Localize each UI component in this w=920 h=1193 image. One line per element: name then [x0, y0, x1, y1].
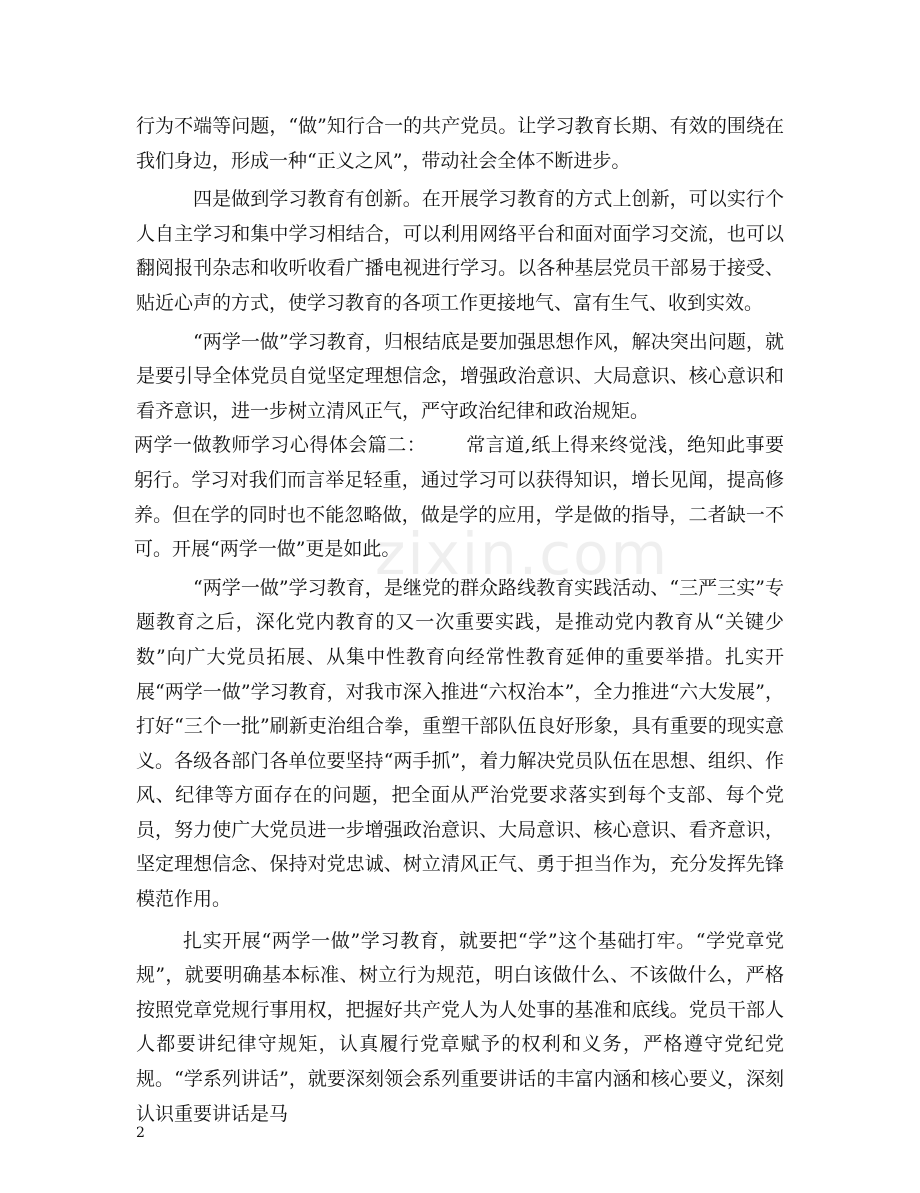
- watermark-text: zixin.com: [375, 520, 670, 588]
- section-title: 两学一做教师学习心得体会篇二：: [134, 434, 427, 457]
- section-intro-text: 常言道,纸上得来终觉浅，绝知此事要躬行。学习对我们而言举足轻重，通过学习可以获得知识，增长见闻，提高修养。但在学的同时也不能忽略做，做是学的应用，学是做的指导，二者缺一不可。开展“两学一做”更是如此。: [134, 434, 784, 561]
- paragraph-3: “两学一做”学习教育，归根结底是要加强思想作风，解决突出问题，就是要引导全体党员自觉坚定理想信念，增强政治意识、大局意识、核心意识和看齐意识，进一步树立清风正气，严守政治纪律和政治规矩。: [136, 330, 784, 422]
- section-heading-paragraph: [134, 428, 784, 566]
- page-number: 2: [136, 1125, 145, 1141]
- paragraph-4: “两学一做”学习教育，是继党的群众路线教育实践活动、“三严三实”专题教育之后，深化党内教育的又一次重要实践，是推动党内教育从“关键少数”向广大党员拓展、从集中性教育向经常性教育延伸的重要举措。扎实开展“两学一做”学习教育，对我市深入推进“六权治本”，全力推进“六大发展”，打好“三个一批”刷新吏治组合拳，重塑干部队伍良好形象，具有重要的现实意义。各级各部门各单位要坚持“两手抓”，着力解决党员队伍在思想、组织、作风、纪律等方面存在的问题，把全面从严治党要求落实到每个支部、每个党员，努力使广大党员进一步增强政治意识、大局意识、核心意识、看齐意识，坚定理想信念、保持对党忠诚、树立清风正气、勇于担当作为，充分发挥先锋模范作用。: [136, 576, 784, 911]
- paragraph-2: 四是做到学习教育有创新。在开展学习教育的方式上创新，可以实行个人自主学习和集中学习相结合，可以利用网络平台和面对面学习交流，也可以翻阅报刊杂志和收听收看广播电视进行学习。以各种基层党员干部易于接受、贴近心声的方式，使学习教育的各项工作更接地气、富有生气、收到实效。: [136, 188, 784, 314]
- paragraph-1: 行为不端等问题，“做”知行合一的共产党员。让学习教育长期、有效的围绕在我们身边，形成一种“正义之风”，带动社会全体不断进步。: [136, 115, 784, 172]
- document-body: [136, 109, 784, 1131]
- paragraph-5: 扎实开展“两学一做”学习教育，就要把“学”这个基础打牢。“学党章党规”，就要明确基本标准、树立行为规范，明白该做什么、不该做什么，严格按照党章党规行事用权，把握好共产党人为人处事的基准和底线。党员干部人人都要讲纪律守规矩，认真履行党章赋予的权利和义务，严格遵守党纪党规。“学系列讲话”，就要深刻领会系列重要讲话的丰富内涵和核心要义，深刻认识重要讲话是马: [136, 929, 784, 1125]
